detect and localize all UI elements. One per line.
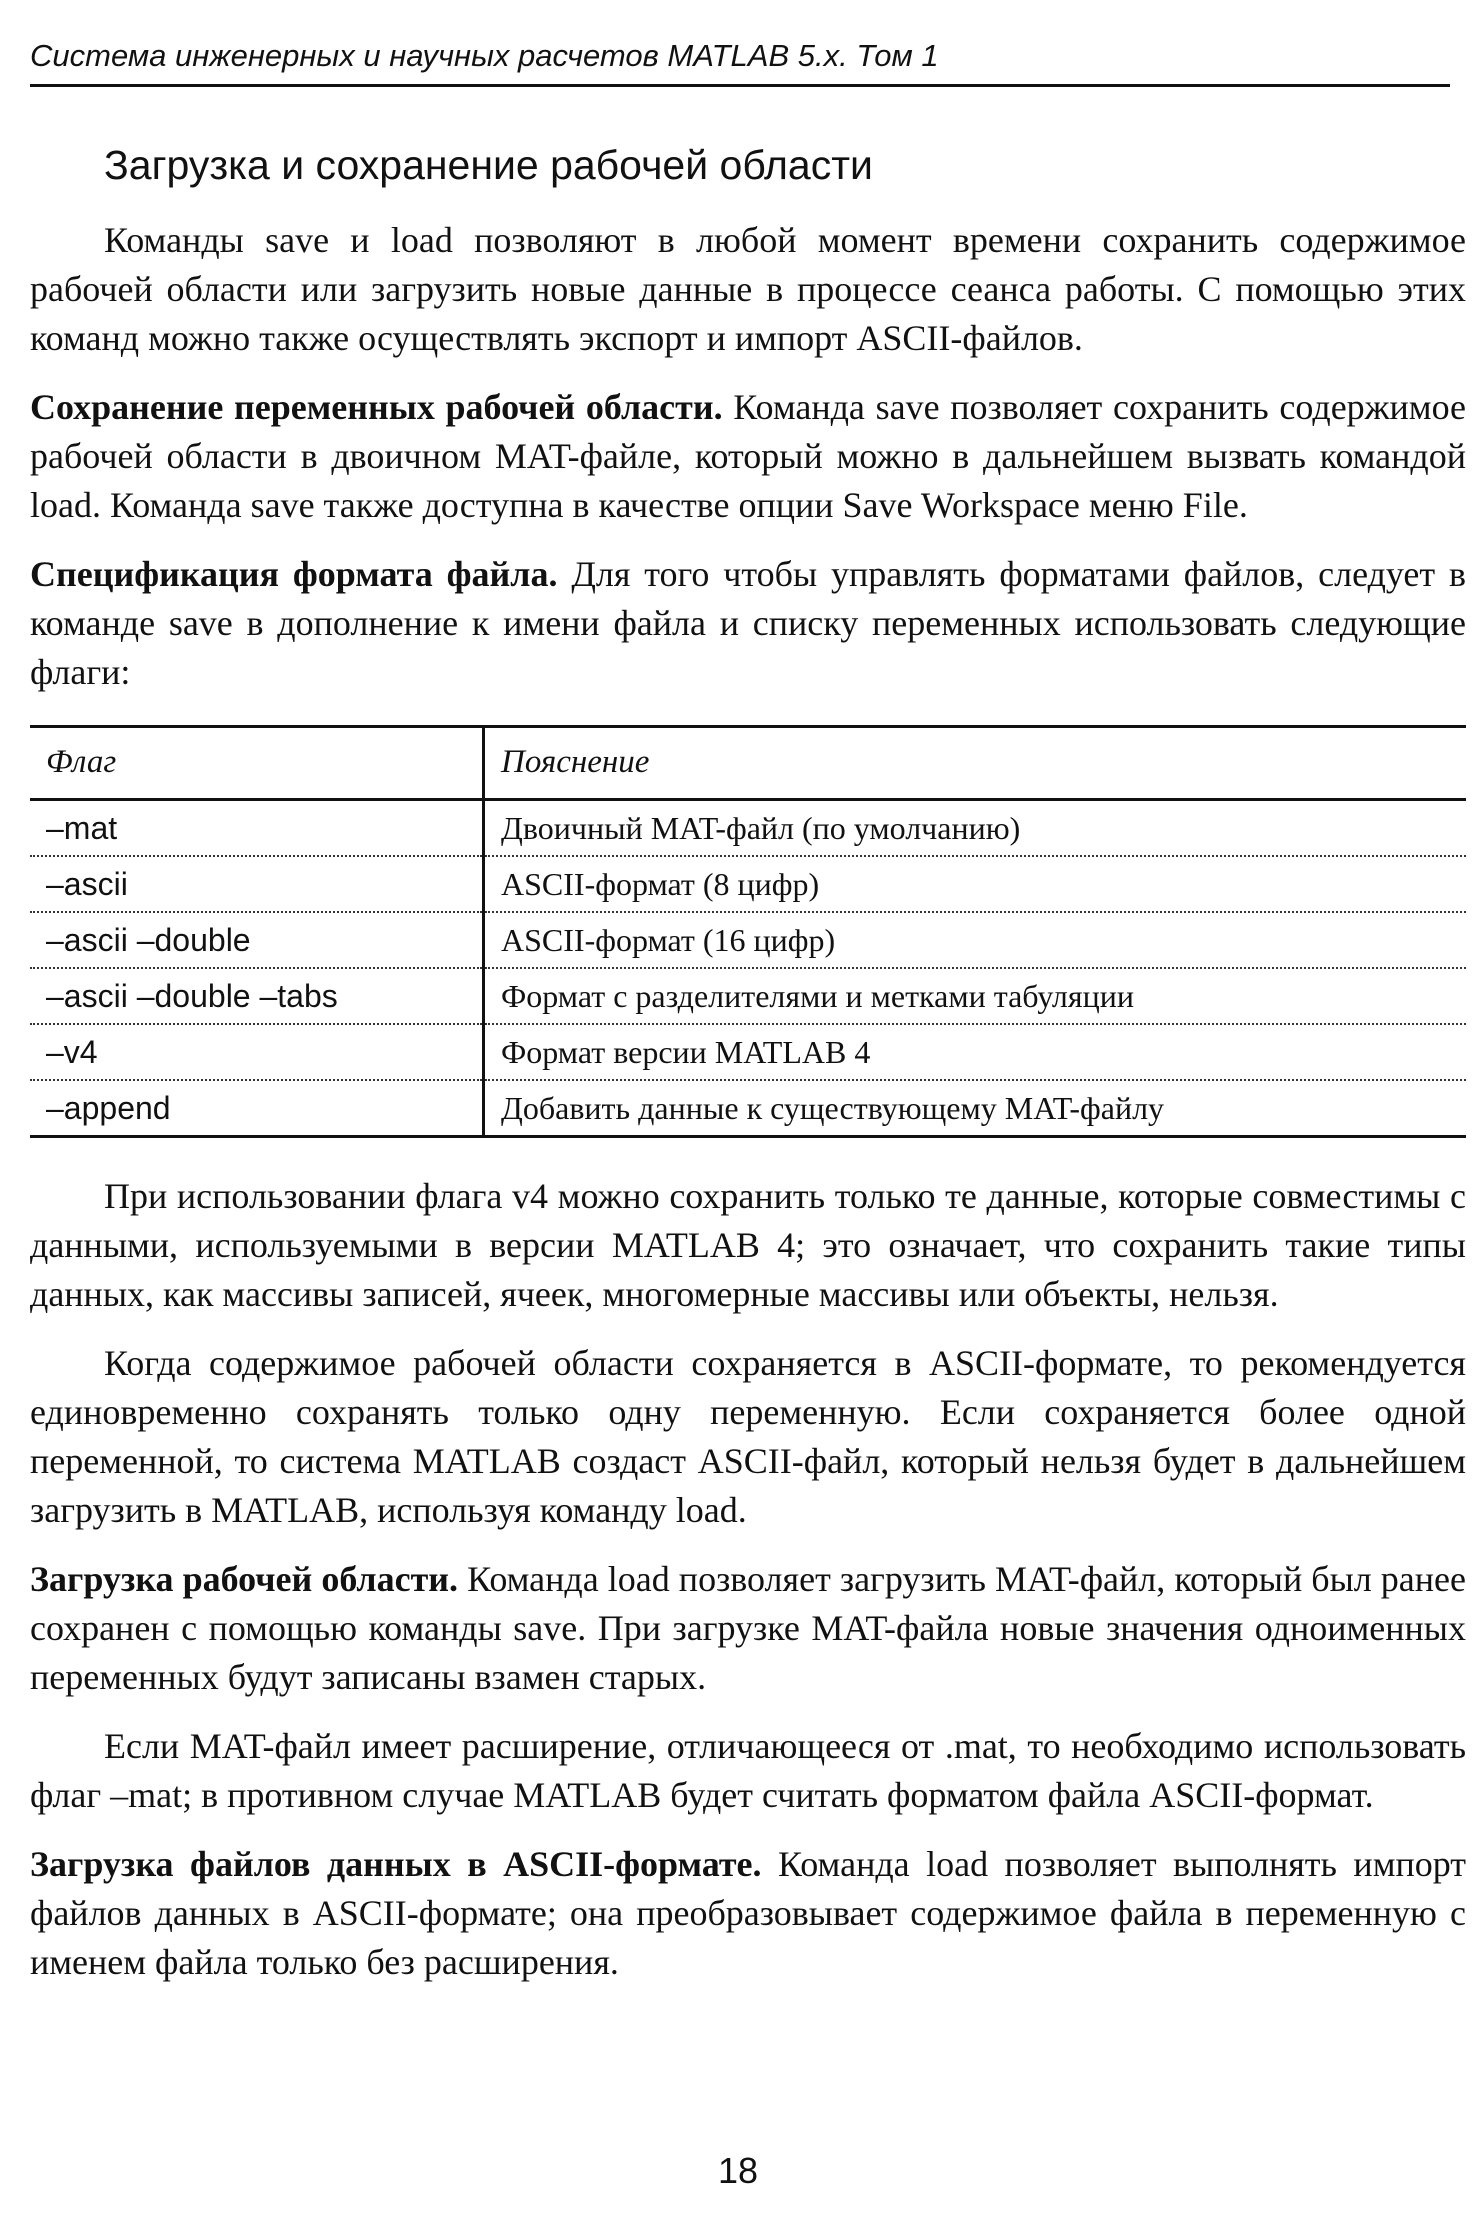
flag-cell: –mat — [30, 800, 484, 857]
description-cell: ASCII-формат (16 цифр) — [484, 912, 1467, 968]
page-number: 18 — [717, 2150, 759, 2191]
flag-column-header: Флаг — [30, 727, 484, 800]
table-row — [30, 968, 1466, 1024]
flag-cell: –ascii –double — [30, 912, 484, 968]
flags-table — [30, 725, 1466, 1138]
section-title: Загрузка и сохранение рабочей области — [104, 142, 873, 188]
load-workspace-text: Команда load позволяет загрузить MAT-файл, который был ранее сохранен с помощью команды save. При загрузке MAT-файла новые значения одноименных переменных будут записаны взамен старых. — [30, 1559, 1467, 1697]
table-header-row — [30, 727, 1466, 800]
save-vars-paragraph — [30, 383, 1466, 530]
description-cell: ASCII-формат (8 цифр) — [484, 856, 1467, 912]
description-cell: Добавить данные к существующему MAT-файлу — [501, 1089, 1165, 1126]
table-row — [30, 856, 1466, 912]
format-spec-lead: Спецификация формата файла. — [30, 554, 558, 594]
table-row — [30, 1024, 1466, 1080]
description-cell: Формат с разделителями и метками табуляции — [484, 968, 1467, 1024]
load-workspace-paragraph — [30, 1555, 1466, 1702]
load-ascii-paragraph — [30, 1840, 1466, 1987]
load-ascii-text: Команда load позволяет выполнять импорт файлов данных в ASCII-формате; она преобразовывает содержимое файла в переменную с именем файла только без расширения. — [30, 1844, 1466, 1982]
flag-cell: –append — [30, 1080, 484, 1137]
table-row — [30, 800, 1466, 857]
running-header: Система инженерных и научных расчетов MATLAB 5.x. Том 1 — [30, 36, 1450, 87]
table-row — [30, 1080, 1466, 1137]
table-row — [30, 912, 1466, 968]
extension-note-paragraph: Если MAT-файл имеет расширение, отличающееся от .mat, то необходимо использовать флаг –mat; в противном случае MATLAB будет считать форматом файла ASCII-формат. — [30, 1726, 1466, 1815]
page-body — [30, 140, 1466, 2007]
ascii-note-paragraph: Когда содержимое рабочей области сохраняется в ASCII-формате, то рекомендуется единовременно сохранять только одну переменную. Если сохраняется более одной переменной, то система MATLAB создаст ASCII-файл, который нельзя будет в дальнейшем загрузить в MATLAB, используя команду load. — [30, 1343, 1466, 1530]
flag-cell: –ascii — [30, 856, 484, 912]
v4-note-paragraph: При использовании флага v4 можно сохранить только те данные, которые совместимы с данными, используемыми в версии MATLAB 4; это означает, что сохранить такие типы данных, как массивы записей, ячеек, многомерные массивы или объекты, нельзя. — [30, 1176, 1466, 1314]
intro-paragraph: Команды save и load позволяют в любой момент времени сохранить содержимое рабочей области или загрузить новые данные в процессе сеанса работы. С помощью этих команд можно также осуществлять экспорт и импорт ASCII-файлов. — [30, 220, 1466, 358]
load-ascii-lead: Загрузка файлов данных в ASCII-формате. — [30, 1844, 762, 1884]
description-cell: Двоичный MAT-файл (по умолчанию) — [484, 800, 1467, 857]
description-cell: Формат версии MATLAB 4 — [484, 1024, 1467, 1080]
flag-cell: –v4 — [30, 1024, 484, 1080]
format-spec-text: Для того чтобы управлять форматами файлов, следует в команде save в дополнение к имени файла и списку переменных использовать следующие флаги: — [30, 554, 1467, 692]
save-vars-text: Команда save позволяет сохранить содержимое рабочей области в двоичном MAT-файле, который можно в дальнейшем вызвать командой load. Команда save также доступна в качестве опции Save Workspace меню File. — [30, 387, 1467, 525]
format-spec-paragraph — [30, 550, 1466, 697]
load-workspace-lead: Загрузка рабочей области. — [30, 1559, 459, 1599]
description-column-header: Пояснение — [484, 727, 1467, 800]
flag-cell: –ascii –double –tabs — [30, 968, 484, 1024]
save-vars-lead: Сохранение переменных рабочей области. — [30, 387, 723, 427]
